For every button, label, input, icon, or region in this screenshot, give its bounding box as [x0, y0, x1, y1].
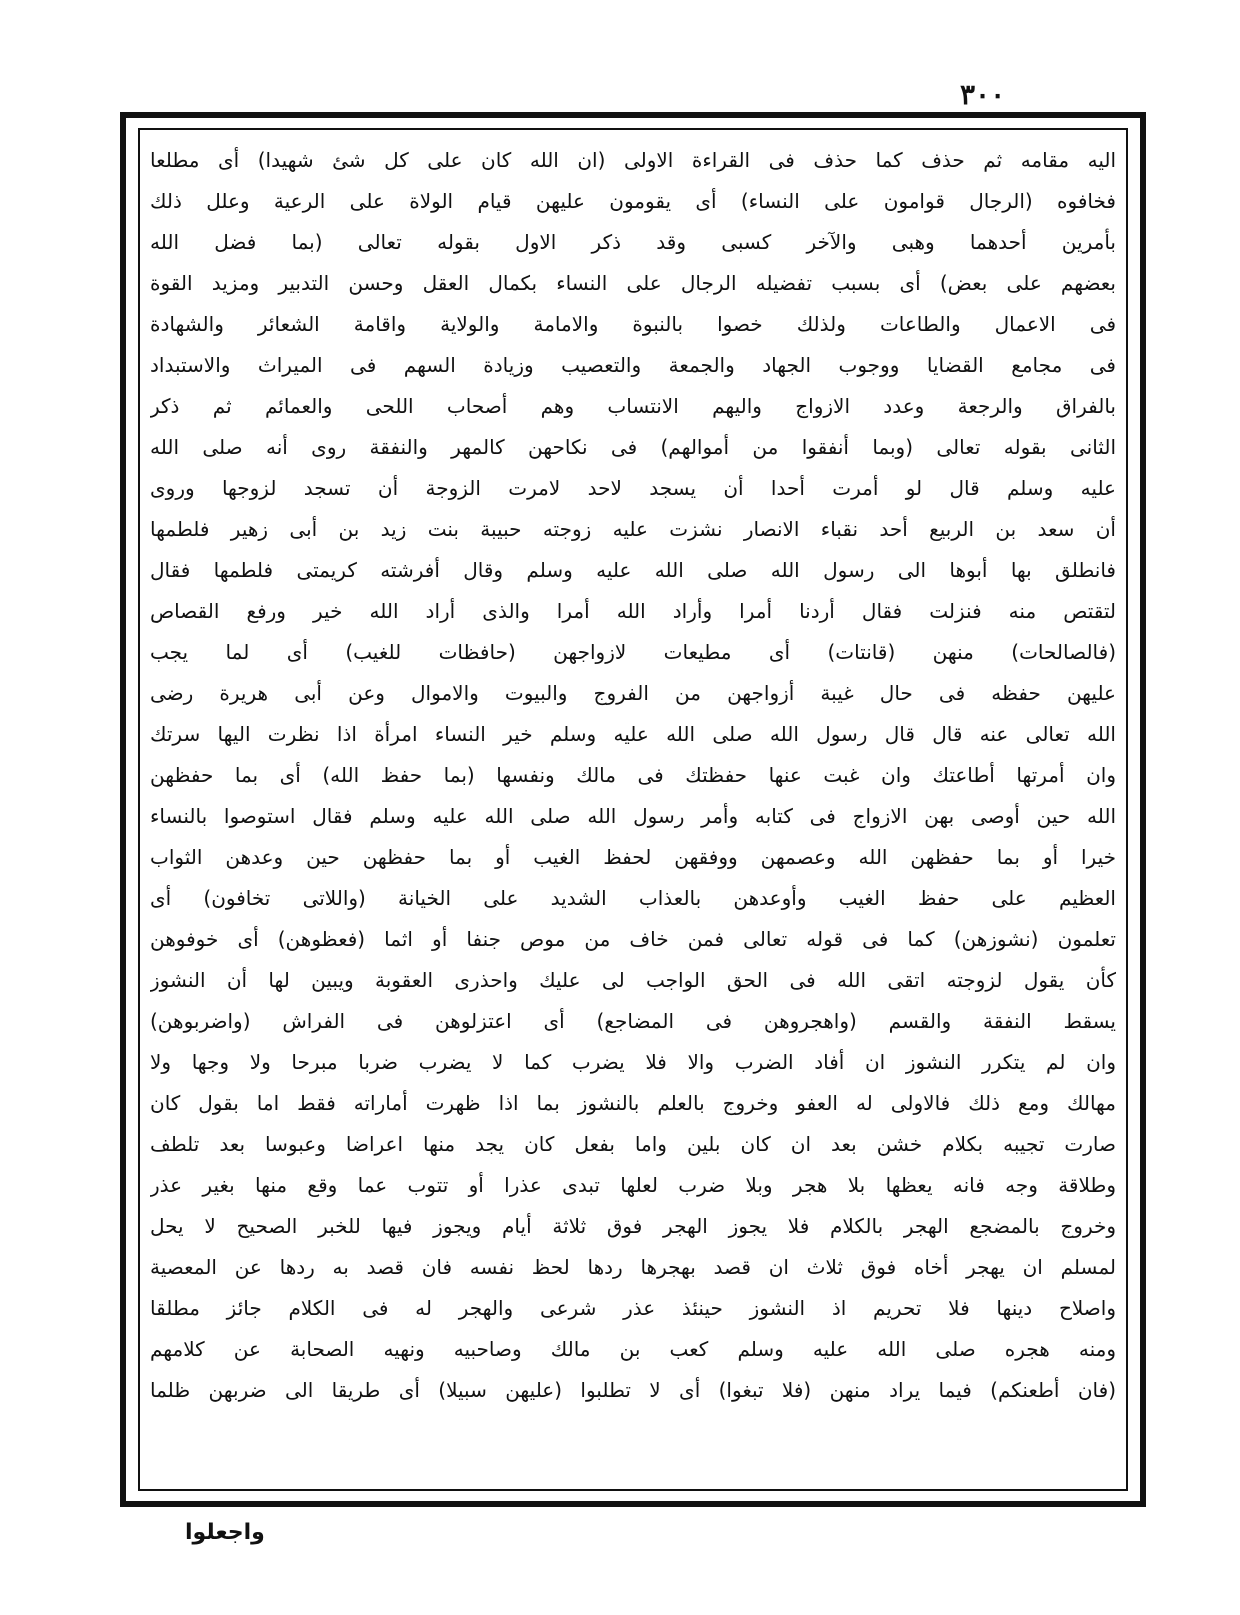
text-line: ومنه هجره صلى الله عليه وسلم كعب بن مالك وصاحبيه ونهيه الصحابة عن كلامهم: [150, 1337, 1116, 1361]
text-line: وخروج بالمضجع الهجر بالكلام فلا يجوز الهجر فوق ثلاثة أيام ويجوز فيها للخبر الصحيح لا يحل: [150, 1214, 1116, 1238]
text-line: عليهن حفظه فى حال غيبة أزواجهن من الفروج والبيوت والاموال وعن أبى هريرة رضى: [150, 681, 1116, 705]
text-line: فى مجامع القضايا ووجوب الجهاد والجمعة والتعصيب وزيادة السهم فى الميراث والاستبداد: [150, 353, 1116, 377]
text-line: [150, 1411, 1116, 1452]
text-line: خيرا أو بما حفظهن الله وعصمهن ووفقهن لحفظ الغيب أو بما حفظهن حين وعدهن الثواب: [150, 845, 1116, 869]
text-line: مهالك ومع ذلك فالاولى له العفو وخروج بالعلم بالنشوز بما اذا ظهرت أماراته فقط اما بقول كان: [150, 1091, 1116, 1115]
catchword: واجعلوا: [185, 1520, 265, 1545]
text-line: صارت تجيبه بكلام خشن بعد ان كان بلين واما بفعل كان يجد منها اعراضا وعبوسا بعد تلطف: [150, 1132, 1116, 1156]
text-line: (فان أطعنكم) فيما يراد منهن (فلا تبغوا) أى لا تطلبوا (عليهن سبيلا) أى طريقا الى ضربهن ظلما: [150, 1378, 1116, 1402]
text-line: فى الاعمال والطاعات ولذلك خصوا بالنبوة والامامة والولاية واقامة الشعائر والشهادة: [150, 312, 1116, 336]
text-line: وطلاقة وجه فانه يعظها بلا هجر وبلا ضرب لعلها تبدى عذرا أو تتوب عما وقع منها بغير عذر: [150, 1173, 1116, 1197]
text-line: وان لم يتكرر النشوز ان أفاد الضرب والا فلا يضرب كما لا يضرب ضربا مبرحا ولا وجها ولا: [150, 1050, 1116, 1074]
text-line: عليه وسلم قال لو أمرت أحدا أن يسجد لاحد لامرت الزوجة أن تسجد لزوجها وروى: [150, 476, 1116, 500]
text-line: وان أمرتها أطاعتك وان غبت عنها حفظتك فى مالك ونفسها (بما حفظ الله) أى بما حفظهن: [150, 763, 1116, 787]
text-line: الله حين أوصى بهن الازواج فى كتابه وأمر رسول الله صلى الله عليه وسلم فقال استوصوا بالنساء: [150, 804, 1116, 828]
text-line: واصلاح دينها فلا تحريم اذ النشوز حينئذ عذر شرعى والهجر له فى الكلام جائز مطلقا: [150, 1296, 1116, 1320]
text-line: لتقتص منه فنزلت فقال أردنا أمرا وأراد الله أمرا والذى أراد الله خير ورفع القصاص: [150, 599, 1116, 623]
text-line: الله تعالى عنه قال قال رسول الله صلى الله عليه وسلم خير النساء امرأة اذا نظرت اليها سرتك: [150, 722, 1116, 746]
text-line: الثانى بقوله تعالى (وبما أنفقوا من أموالهم) فى نكاحهن كالمهر والنفقة روى أنه صلى الله: [150, 435, 1116, 459]
text-line: كأن يقول لزوجته اتقى الله فى الحق الواجب لى عليك واحذرى العقوبة ويبين لها أن النشوز: [150, 968, 1116, 992]
text-line: يسقط النفقة والقسم (واهجروهن فى المضاجع) أى اعتزلوهن فى الفراش (واضربوهن): [150, 1009, 1116, 1033]
text-line: تعلمون (نشوزهن) كما فى قوله تعالى فمن خاف من موص جنفا أو اثما (فعظوهن) أى خوفوهن: [150, 927, 1116, 951]
text-line: بأمرين أحدهما وهبى والآخر كسبى وقد ذكر الاول بقوله تعالى (بما فضل الله: [150, 230, 1116, 254]
text-line: أن سعد بن الربيع أحد نقباء الانصار نشزت عليه زوجته حبيبة بنت زيد بن أبى زهير فلطمها: [150, 517, 1116, 541]
text-line: لمسلم ان يهجر أخاه فوق ثلاث ان قصد بهجرها ردها لحظ نفسه فان قصد به ردها عن المعصية: [150, 1255, 1116, 1279]
text-line: فخافوه (الرجال قوامون على النساء) أى يقومون عليهن قيام الولاة على الرعية وعلل ذلك: [150, 189, 1116, 213]
text-line: بالفراق والرجعة وعدد الازواج واليهم الانتساب وهم أصحاب اللحى والعمائم ثم ذكر: [150, 394, 1116, 418]
text-block: [150, 140, 1116, 1452]
page-number: ٣٠٠: [960, 78, 1006, 111]
text-line: اليه مقامه ثم حذف كما حذف فى القراءة الاولى (ان الله كان على كل شئ شهيدا) أى مطلعا: [150, 148, 1116, 172]
text-line: فانطلق بها أبوها الى رسول الله صلى الله عليه وسلم وقال أفرشته كريمتى فلطمها فقال: [150, 558, 1116, 582]
text-line: (فالصالحات) منهن (قانتات) أى مطيعات لازواجهن (حافظات للغيب) أى لما يجب: [150, 640, 1116, 664]
text-line: العظيم على حفظ الغيب وأوعدهن بالعذاب الشديد على الخيانة (واللاتى تخافون) أى: [150, 886, 1116, 910]
text-line: بعضهم على بعض) أى بسبب تفضيله الرجال على النساء بكمال العقل وحسن التدبير ومزيد القوة: [150, 271, 1116, 295]
